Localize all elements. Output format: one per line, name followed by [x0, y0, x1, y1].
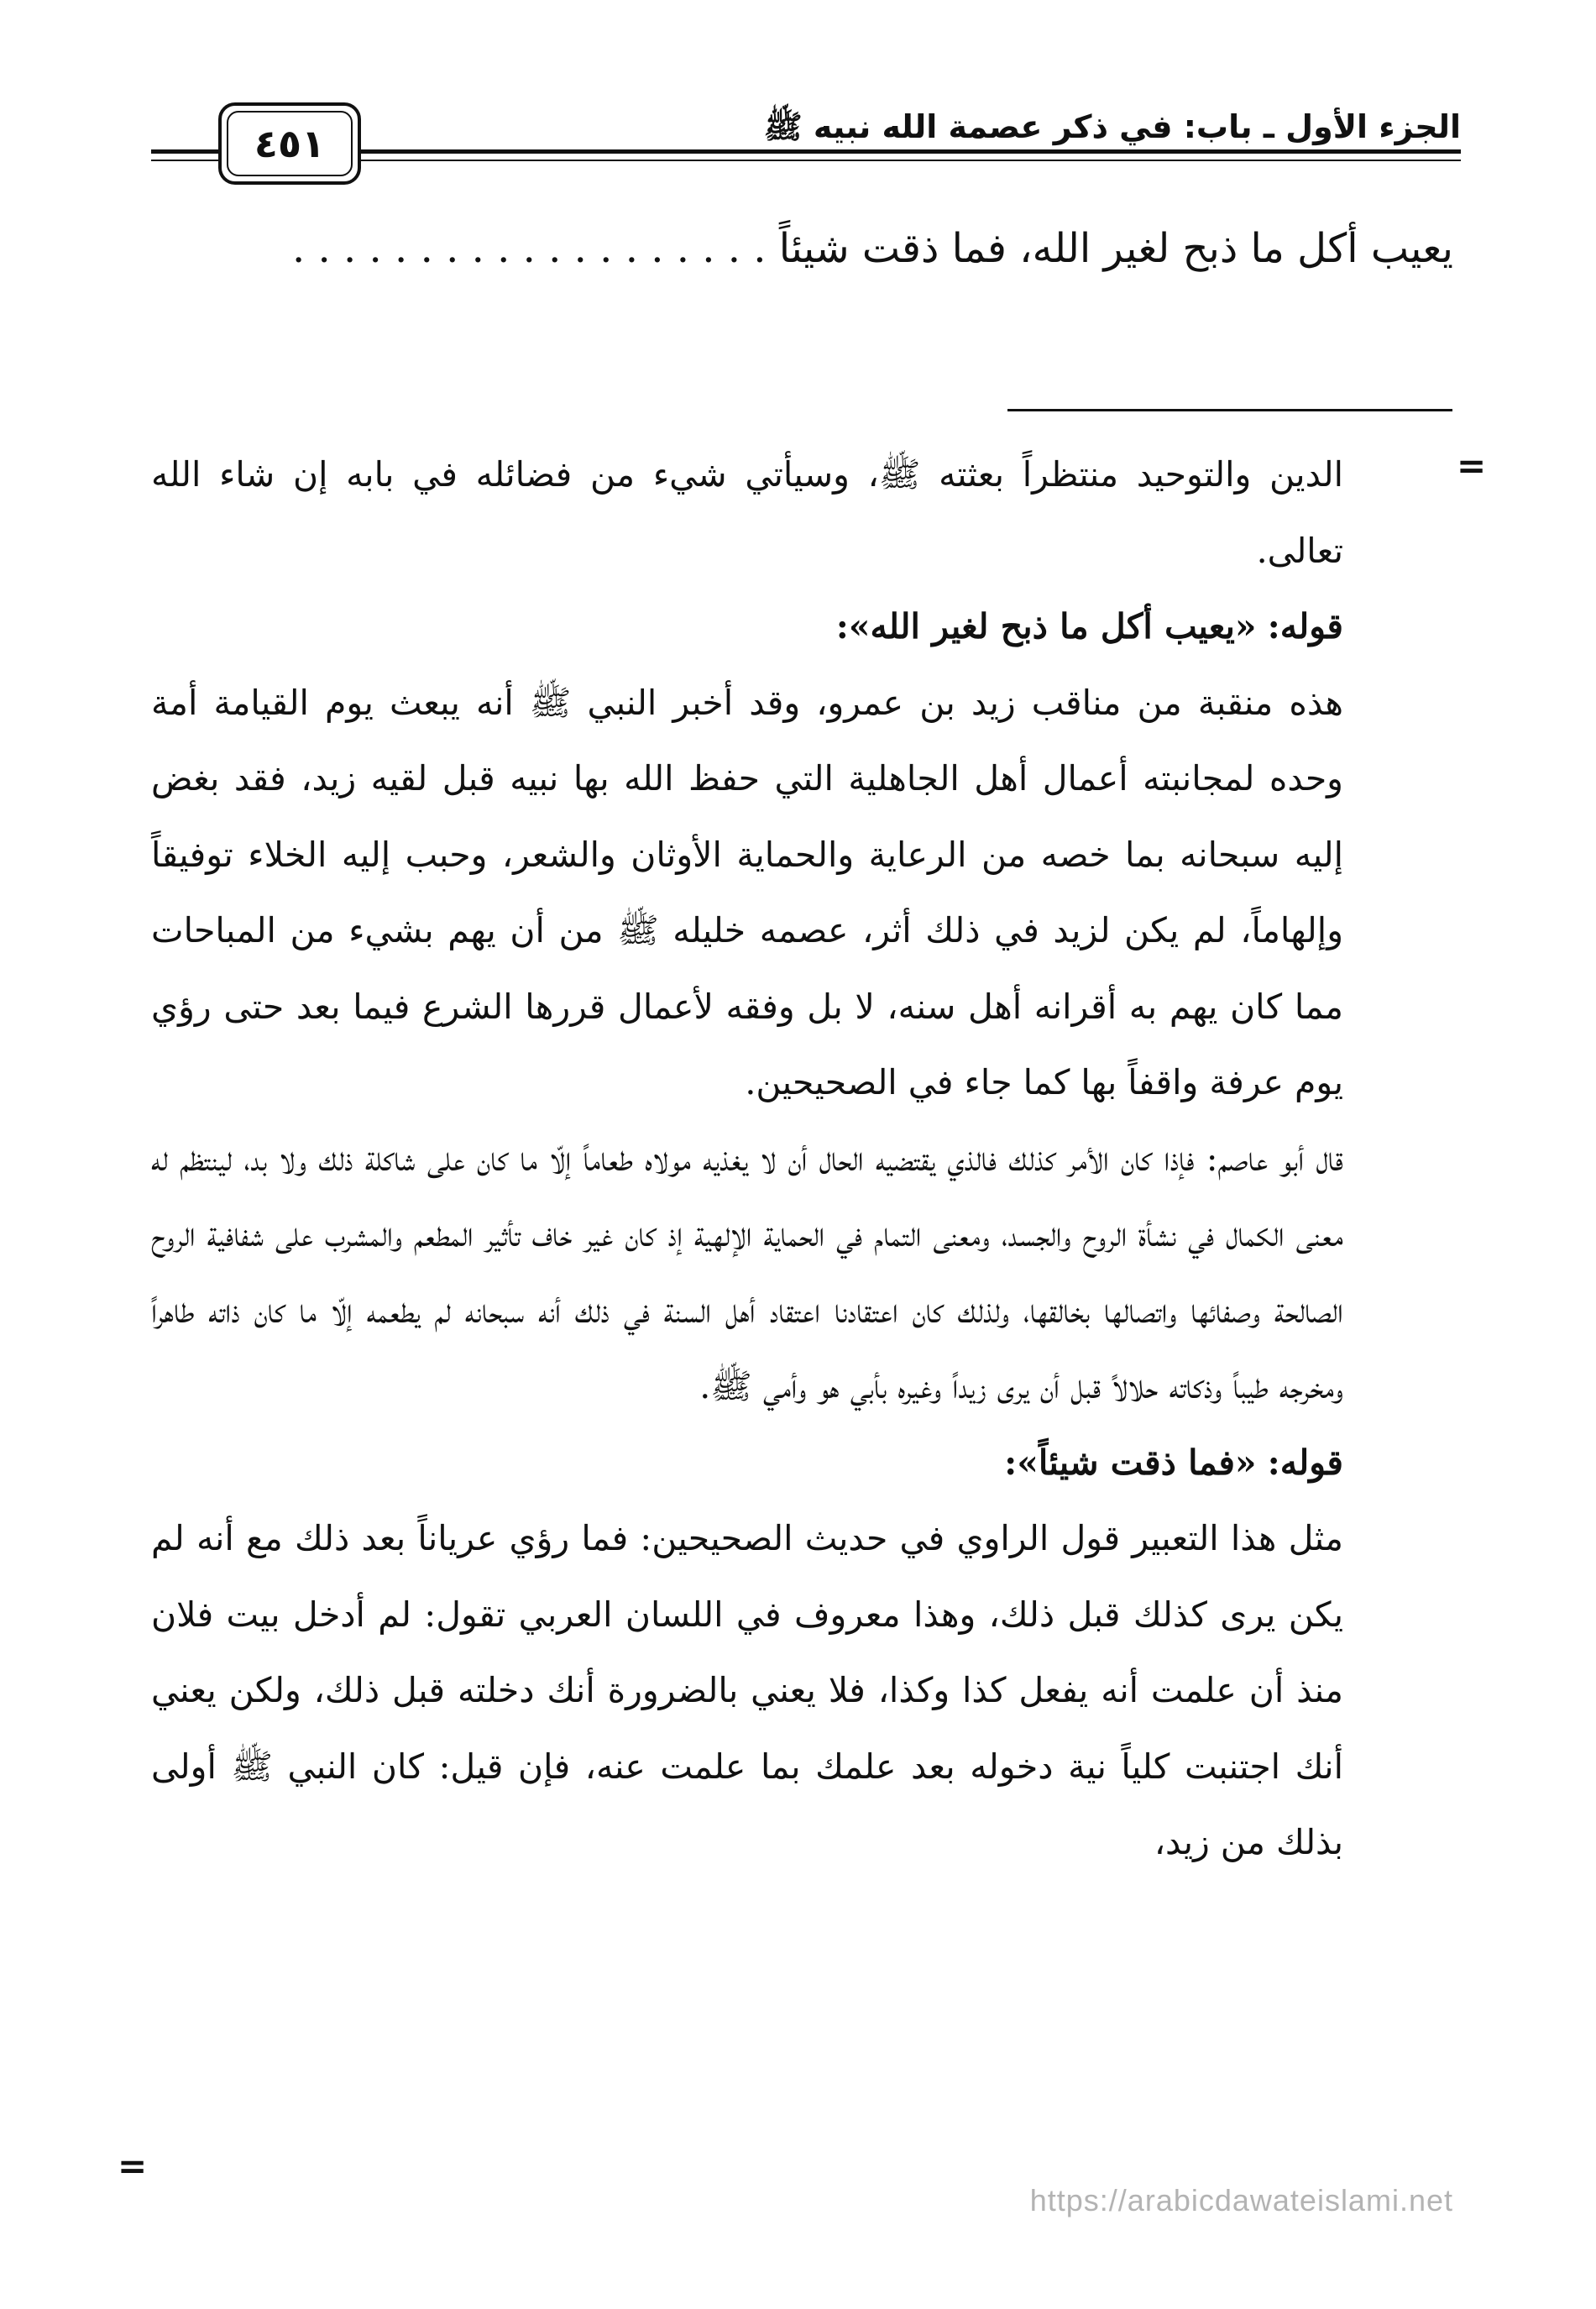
main-text: يعيب أكل ما ذبح لغير الله، فما ذقت شيئاً — [778, 225, 1453, 272]
header-rule-left-thin — [151, 160, 218, 161]
header-rule-thin — [361, 160, 1461, 161]
footnote-paragraph-1: هذه منقبة من مناقب زيد بن عمرو، وقد أخبر النبي ﷺ أنه يبعث يوم القيامة أمة وحده لمجانبته أعمال أهل الجاهلية التي حفظ الله بها نبيه قبل لقيه زيد، فقد بغض إليه سبحانه بما خصه من الرعاية والحماية الأوثان والشعر، وحبب إليه الخلاء توفيقاً وإلهاماً، لم يكن لزيد في ذلك أثر، عصمه خليله ﷺ من أن يهم بشيء من المباحات مما كان يهم به أقرانه أهل سنه، لا بل وفقه لأعمال قررها الشرع فيما بعد حتى رؤي يوم عرفة واقفاً بها كما جاء في الصحيحين. — [151, 682, 1343, 1102]
footnote-paragraph-3: مثل هذا التعبير قول الراوي في حديث الصحيحين: فما رؤي عرياناً بعد ذلك مع أنه لم يكن يرى كذلك قبل ذلك، وهذا معروف في اللسان العربي تقول: لم أدخل بيت فلان منذ أن علمت أنه يفعل كذا وكذا، فلا يعني بالضرورة أنك دخلته قبل ذلك، ولكن يعني أنك اجتنبت كلياً نية دخوله بعد علمك بما علمت عنه، فإن قيل: كان النبي ﷺ أولى بذلك من زيد، — [151, 1518, 1343, 1862]
main-text-line — [160, 225, 1453, 272]
footnote-body — [151, 437, 1343, 1881]
page-header — [151, 92, 1461, 193]
page-number: ٤٥١ — [227, 111, 353, 176]
header-rule-left-thick — [151, 149, 218, 154]
lemma-quote: «فما ذقت شيئاً»: — [1004, 1442, 1257, 1483]
lemma-heading-2 — [151, 1425, 1343, 1501]
footnote-separator — [1007, 409, 1452, 411]
running-header-title: الجزء الأول ـ باب: في ذكر عصمة الله نبيه ﷺ — [763, 108, 1461, 145]
footnote-paragraph-2: قال أبو عاصم: فإذا كان الأمر كذلك فالذي يقتضيه الحال أن لا يغذيه مولاه طعاماً إلّا ما كان على شاكلة ذلك ولا بد، لينتظم له معنى الكمال في نشأة الروح والجسد، ومعنى التمام في الحماية الإلهية إذ كان غير خاف تأثير المطعم والمشرب على شفافية الروح الصالحة وصفائها واتصالها بخالقها، ولذلك كان اعتقادنا اعتقاد أهل السنة في ذلك أنه سبحانه لم يطعمه إلّا ما كان ذاته طاهراً ومخرجه طيباً وذكاته حلالاً قبل أن يرى زيداً وغيره بأبي هو وأمي ﷺ. — [151, 1138, 1343, 1406]
source-watermark: https://arabicdawateislami.net — [1029, 2183, 1453, 2217]
main-text-dots: . . . . . . . . . . . . . . . . . . . — [291, 225, 767, 272]
lemma-heading-1 — [151, 589, 1343, 665]
footnote-continuation-mark-top: = — [1457, 445, 1487, 486]
lemma-label: قوله: — [1267, 606, 1343, 647]
lemma-quote: «يعيب أكل ما ذبح لغير الله»: — [835, 606, 1257, 647]
page-number-frame — [218, 102, 361, 185]
footnote-continuation-mark-bottom: = — [118, 2145, 148, 2186]
lemma-label: قوله: — [1267, 1442, 1343, 1483]
footnote-paragraph-0: الدين والتوحيد منتظراً بعثته ﷺ، وسيأتي شيء من فضائله في بابه إن شاء الله تعالى. — [151, 454, 1343, 571]
